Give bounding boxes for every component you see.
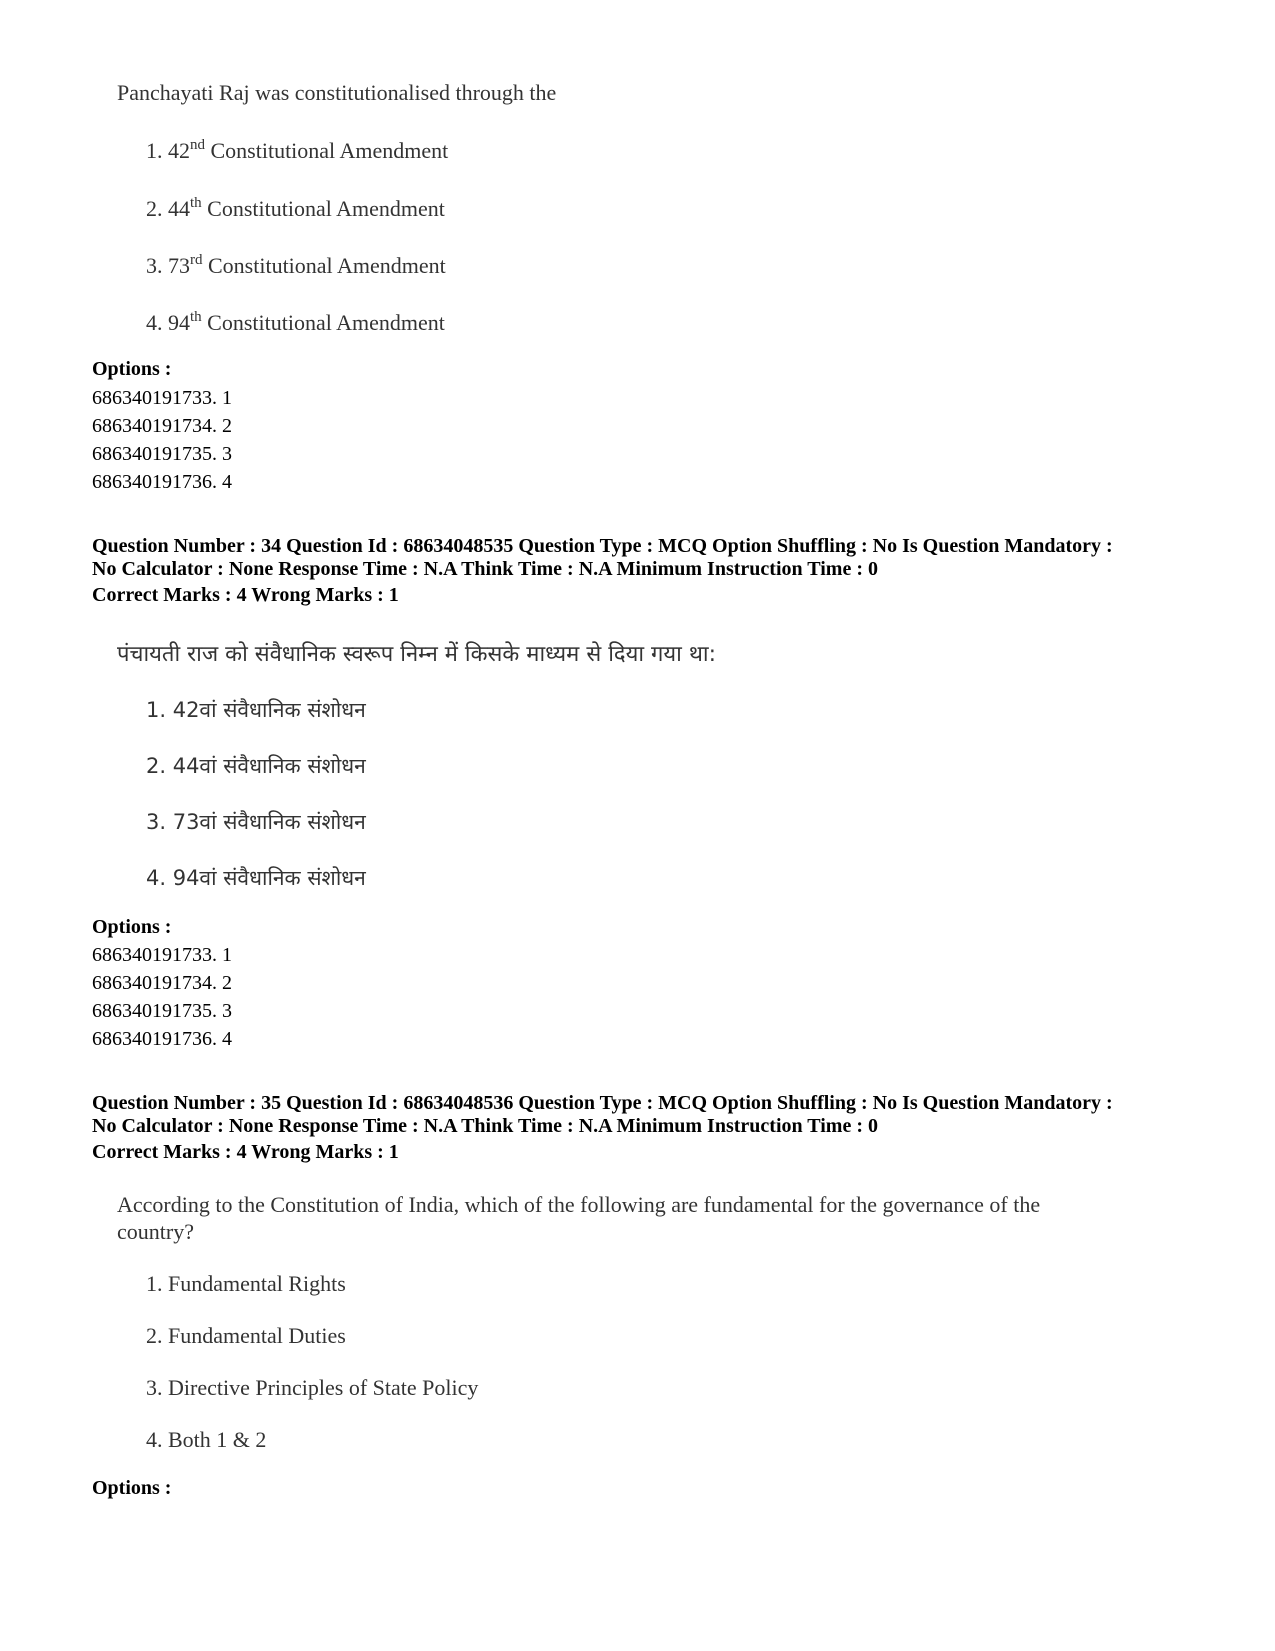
question-meta-line: Question Number : 34 Question Id : 68634048535 Question Type : MCQ Option Shuffling : No Is Question Mandatory :: [92, 535, 1113, 557]
option-id: 686340191735. 3: [92, 443, 232, 465]
marks-line: Correct Marks : 4 Wrong Marks : 1: [92, 584, 399, 606]
option-id: 686340191733. 1: [92, 387, 232, 409]
answer-choice: 4. Both 1 & 2: [146, 1427, 267, 1452]
question-stem: Panchayati Raj was constitutionalised through the: [117, 80, 557, 105]
option-id: 686340191733. 1: [92, 944, 232, 966]
answer-choice: 3. 73वां संवैधानिक संशोधन: [146, 810, 366, 834]
question-stem: पंचायती राज को संवैधानिक स्वरूप निम्न में किसके माध्यम से दिया गया था:: [117, 642, 717, 667]
answer-choice: 4. 94th Constitutional Amendment: [146, 309, 445, 335]
options-label: Options :: [92, 358, 172, 380]
question-meta-line: No Calculator : None Response Time : N.A Think Time : N.A Minimum Instruction Time : 0: [92, 558, 878, 580]
answer-choice: 1. 42nd Constitutional Amendment: [146, 137, 449, 163]
answer-choice: 2. 44th Constitutional Amendment: [146, 195, 445, 221]
answer-choice: 3. Directive Principles of State Policy: [146, 1375, 479, 1400]
answer-choice: 1. 42वां संवैधानिक संशोधन: [146, 698, 366, 722]
question-meta-line: Question Number : 35 Question Id : 68634048536 Question Type : MCQ Option Shuffling : No Is Question Mandatory :: [92, 1092, 1113, 1114]
option-id: 686340191734. 2: [92, 415, 232, 437]
options-label: Options :: [92, 1477, 172, 1499]
answer-choice: 3. 73rd Constitutional Amendment: [146, 252, 446, 278]
option-id: 686340191734. 2: [92, 972, 232, 994]
question-stem: According to the Constitution of India, which of the following are fundamental for the governance of the: [117, 1192, 1041, 1217]
answer-choice: 2. Fundamental Duties: [146, 1323, 346, 1348]
option-id: 686340191736. 4: [92, 471, 232, 493]
question-stem-continued: country?: [117, 1219, 194, 1244]
option-id: 686340191736. 4: [92, 1028, 232, 1050]
question-meta-line: No Calculator : None Response Time : N.A Think Time : N.A Minimum Instruction Time : 0: [92, 1115, 878, 1137]
answer-choice: 1. Fundamental Rights: [146, 1271, 346, 1296]
marks-line: Correct Marks : 4 Wrong Marks : 1: [92, 1141, 399, 1163]
answer-choice: 4. 94वां संवैधानिक संशोधन: [146, 866, 366, 890]
options-label: Options :: [92, 916, 172, 938]
answer-choice: 2. 44वां संवैधानिक संशोधन: [146, 754, 366, 778]
option-id: 686340191735. 3: [92, 1000, 232, 1022]
